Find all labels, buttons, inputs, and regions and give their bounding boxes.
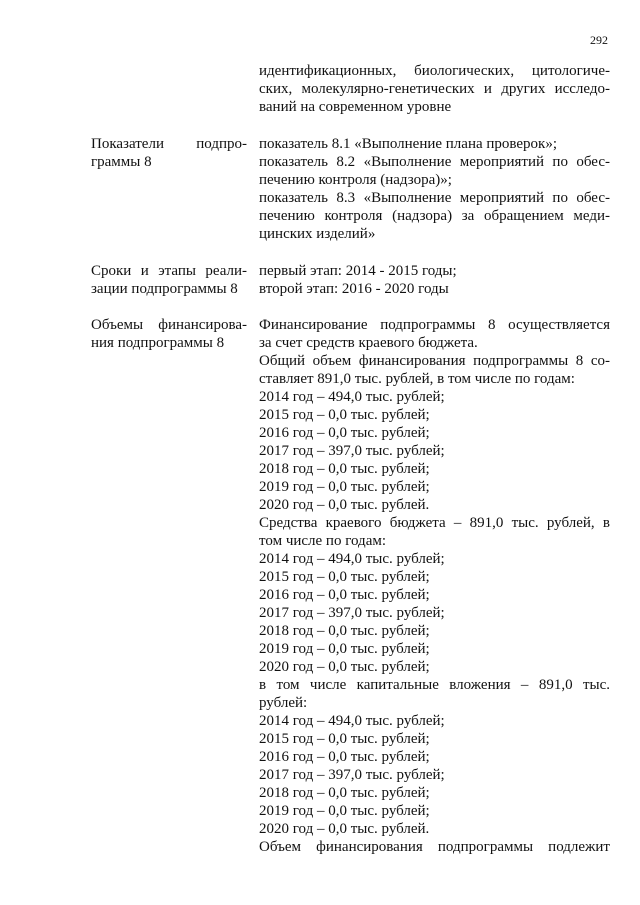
indicators-line: показатель 8.1 «Выполнение плана проверок»; — [259, 136, 558, 152]
funding-line: 2014 год – 494,0 тыс. рублей; — [259, 713, 445, 729]
funding-line: 2019 год – 0,0 тыс. рублей; — [259, 479, 430, 495]
funding-line: 2016 год – 0,0 тыс. рублей; — [259, 425, 430, 441]
funding-line: 2016 год – 0,0 тыс. рублей; — [259, 749, 430, 765]
funding-line: 2020 год – 0,0 тыс. рублей. — [259, 821, 430, 837]
funding-line: 2020 год – 0,0 тыс. рублей. — [259, 497, 430, 513]
indicators-label-line: Показатели подпро- — [91, 136, 247, 152]
funding-label-line: ния подпрограммы 8 — [91, 335, 225, 351]
funding-label-line: Объемы финансирова- — [91, 317, 247, 333]
funding-line: в том числе капитальные вложения – 891,0 тыс. — [259, 677, 610, 693]
indicators-line: печению контроля (надзора) за обращением меди- — [259, 208, 610, 224]
funding-line: 2019 год – 0,0 тыс. рублей; — [259, 803, 430, 819]
funding-line: 2014 год – 494,0 тыс. рублей; — [259, 389, 445, 405]
terms-label-line: Сроки и этапы реали- — [91, 263, 247, 279]
funding-line: 2017 год – 397,0 тыс. рублей; — [259, 605, 445, 621]
funding-line: Средства краевого бюджета – 891,0 тыс. рублей, в — [259, 515, 610, 531]
funding-line: Объем финансирования подпрограммы подлежит — [259, 839, 610, 855]
funding-line: 2018 год – 0,0 тыс. рублей; — [259, 785, 430, 801]
indicators-line: показатель 8.3 «Выполнение мероприятий по обес- — [259, 190, 610, 206]
indicators-text — [259, 135, 610, 243]
funding-line: 2016 год – 0,0 тыс. рублей; — [259, 587, 430, 603]
intro-line: ских, молекулярно-генетических и других исследо- — [259, 81, 610, 97]
terms-label — [91, 262, 247, 298]
funding-line: том числе по годам: — [259, 533, 387, 549]
intro-block — [259, 62, 610, 116]
funding-line: Общий объем финансирования подпрограммы 8 со- — [259, 353, 610, 369]
terms-text — [259, 262, 610, 298]
indicators-line: печению контроля (надзора)»; — [259, 172, 452, 188]
funding-line: 2018 год – 0,0 тыс. рублей; — [259, 623, 430, 639]
intro-line: идентификационных, биологических, цитологиче- — [259, 63, 610, 79]
funding-line: 2015 год – 0,0 тыс. рублей; — [259, 569, 430, 585]
funding-line: 2019 год – 0,0 тыс. рублей; — [259, 641, 430, 657]
funding-line: 2015 год – 0,0 тыс. рублей; — [259, 407, 430, 423]
terms-line: первый этап: 2014 - 2015 годы; — [259, 263, 457, 279]
indicators-label-line: граммы 8 — [91, 154, 152, 170]
indicators-line: показатель 8.2 «Выполнение мероприятий по обес- — [259, 154, 610, 170]
funding-line: 2018 год – 0,0 тыс. рублей; — [259, 461, 430, 477]
funding-line: Финансирование подпрограммы 8 осуществляется — [259, 317, 610, 333]
indicators-label — [91, 135, 247, 171]
terms-label-line: зации подпрограммы 8 — [91, 281, 238, 297]
intro-line: ваний на современном уровне — [259, 99, 452, 115]
funding-label — [91, 316, 247, 352]
funding-line: 2017 год – 397,0 тыс. рублей; — [259, 767, 445, 783]
terms-line: второй этап: 2016 - 2020 годы — [259, 281, 449, 297]
funding-line: за счет средств краевого бюджета. — [259, 335, 478, 351]
funding-line: 2017 год – 397,0 тыс. рублей; — [259, 443, 445, 459]
funding-line: 2014 год – 494,0 тыс. рублей; — [259, 551, 445, 567]
page-number: 292 — [590, 33, 608, 47]
funding-line: 2020 год – 0,0 тыс. рублей; — [259, 659, 430, 675]
indicators-line: цинских изделий» — [259, 226, 376, 242]
funding-line: рублей: — [259, 695, 308, 711]
funding-line: 2015 год – 0,0 тыс. рублей; — [259, 731, 430, 747]
funding-text — [259, 316, 610, 856]
funding-line: ставляет 891,0 тыс. рублей, в том числе по годам: — [259, 371, 575, 387]
